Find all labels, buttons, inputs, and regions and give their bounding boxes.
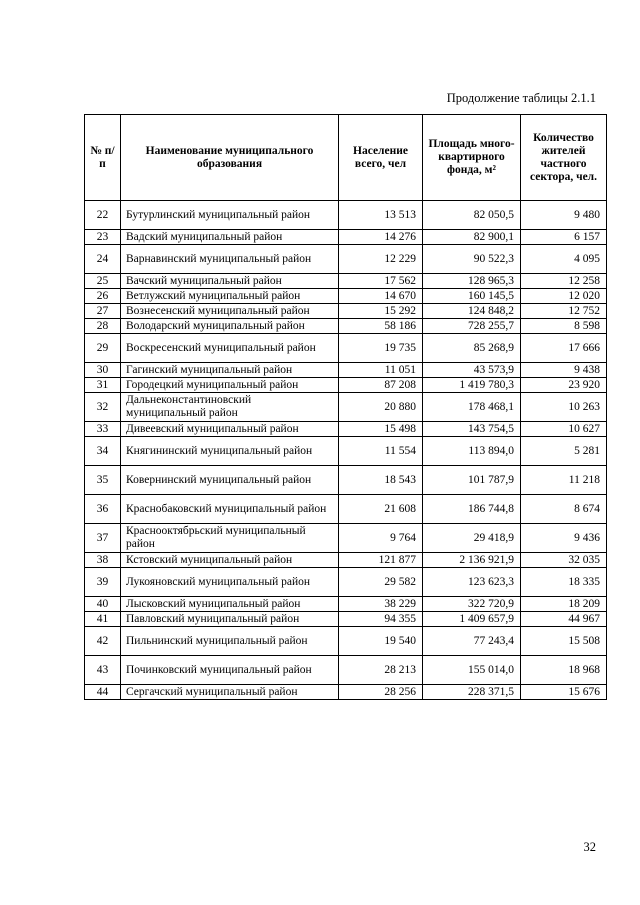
cell-num: 29 [85,334,121,363]
cell-area: 77 243,4 [423,627,521,656]
cell-population: 28 256 [339,685,423,700]
header-private: Количество жителей частного сектора, чел. [521,115,607,201]
cell-area: 155 014,0 [423,656,521,685]
table-row [85,495,607,524]
table-row [85,393,607,422]
cell-area: 113 894,0 [423,437,521,466]
cell-population: 17 562 [339,274,423,289]
cell-num: 27 [85,304,121,319]
table-row [85,656,607,685]
cell-num: 41 [85,612,121,627]
cell-area: 228 371,5 [423,685,521,700]
cell-population: 87 208 [339,378,423,393]
municipal-table-container [84,114,606,700]
cell-private: 8 598 [521,319,607,334]
table-row [85,378,607,393]
cell-name: Вачский муниципальный район [121,274,339,289]
cell-private: 17 666 [521,334,607,363]
table-row [85,245,607,274]
table-row [85,524,607,553]
cell-private: 9 436 [521,524,607,553]
table-row [85,201,607,230]
cell-name: Кстовский муниципальный район [121,553,339,568]
cell-population: 58 186 [339,319,423,334]
page-number: 32 [583,840,596,854]
cell-num: 25 [85,274,121,289]
cell-num: 40 [85,597,121,612]
cell-num: 33 [85,422,121,437]
cell-name: Дальнеконстантиновский муниципальный район [121,393,339,422]
cell-private: 10 627 [521,422,607,437]
table-row [85,319,607,334]
header-population: Население всего, чел [339,115,423,201]
table-body [85,201,607,700]
cell-private: 12 752 [521,304,607,319]
cell-area: 186 744,8 [423,495,521,524]
cell-name: Бутурлинский муниципальный район [121,201,339,230]
cell-area: 124 848,2 [423,304,521,319]
cell-private: 15 676 [521,685,607,700]
cell-name: Лукояновский муниципальный район [121,568,339,597]
table-row [85,230,607,245]
cell-num: 24 [85,245,121,274]
municipal-table [84,114,607,700]
cell-population: 11 051 [339,363,423,378]
cell-name: Дивеевский муниципальный район [121,422,339,437]
table-header-row [85,115,607,201]
table-row [85,597,607,612]
cell-num: 32 [85,393,121,422]
cell-population: 15 292 [339,304,423,319]
table-row [85,304,607,319]
cell-name: Лысковский муниципальный район [121,597,339,612]
cell-name: Сергачский муниципальный район [121,685,339,700]
cell-population: 121 877 [339,553,423,568]
cell-area: 322 720,9 [423,597,521,612]
cell-population: 19 735 [339,334,423,363]
cell-num: 44 [85,685,121,700]
cell-num: 36 [85,495,121,524]
cell-name: Павловский муниципальный район [121,612,339,627]
cell-private: 8 674 [521,495,607,524]
cell-area: 128 965,3 [423,274,521,289]
table-row [85,627,607,656]
cell-name: Вадский муниципальный район [121,230,339,245]
cell-num: 23 [85,230,121,245]
cell-population: 19 540 [339,627,423,656]
table-caption: Продолжение таблицы 2.1.1 [446,91,596,105]
cell-area: 1 419 780,3 [423,378,521,393]
cell-population: 94 355 [339,612,423,627]
cell-private: 11 218 [521,466,607,495]
cell-population: 15 498 [339,422,423,437]
cell-name: Гагинский муниципальный район [121,363,339,378]
cell-name: Варнавинский муниципальный район [121,245,339,274]
cell-private: 4 095 [521,245,607,274]
cell-area: 2 136 921,9 [423,553,521,568]
cell-num: 31 [85,378,121,393]
cell-num: 37 [85,524,121,553]
cell-name: Пильнинский муниципальный район [121,627,339,656]
cell-population: 20 880 [339,393,423,422]
cell-population: 38 229 [339,597,423,612]
table-row [85,568,607,597]
cell-private: 5 281 [521,437,607,466]
cell-area: 101 787,9 [423,466,521,495]
cell-num: 38 [85,553,121,568]
table-row [85,422,607,437]
table-row [85,274,607,289]
cell-num: 35 [85,466,121,495]
cell-population: 13 513 [339,201,423,230]
cell-name: Ковернинский муниципальный район [121,466,339,495]
cell-name: Воскресенский муниципальный район [121,334,339,363]
table-row [85,437,607,466]
cell-name: Краснооктябрьский муниципальный район [121,524,339,553]
cell-population: 14 670 [339,289,423,304]
table-row [85,553,607,568]
cell-area: 728 255,7 [423,319,521,334]
cell-private: 6 157 [521,230,607,245]
cell-area: 178 468,1 [423,393,521,422]
cell-num: 30 [85,363,121,378]
cell-area: 82 050,5 [423,201,521,230]
header-num: № п/п [85,115,121,201]
cell-private: 18 209 [521,597,607,612]
cell-num: 34 [85,437,121,466]
cell-name: Ветлужский муниципальный район [121,289,339,304]
cell-num: 26 [85,289,121,304]
table-row [85,612,607,627]
table-row [85,685,607,700]
header-name: Наименование муниципального образования [121,115,339,201]
cell-population: 14 276 [339,230,423,245]
cell-area: 143 754,5 [423,422,521,437]
cell-area: 1 409 657,9 [423,612,521,627]
table-row [85,334,607,363]
cell-private: 44 967 [521,612,607,627]
cell-name: Володарский муниципальный район [121,319,339,334]
cell-private: 23 920 [521,378,607,393]
cell-area: 29 418,9 [423,524,521,553]
cell-population: 12 229 [339,245,423,274]
cell-population: 29 582 [339,568,423,597]
cell-population: 18 543 [339,466,423,495]
cell-name: Починковский муниципальный район [121,656,339,685]
cell-private: 15 508 [521,627,607,656]
cell-name: Вознесенский муниципальный район [121,304,339,319]
cell-private: 12 020 [521,289,607,304]
cell-population: 28 213 [339,656,423,685]
cell-name: Княгининский муниципальный район [121,437,339,466]
cell-private: 9 438 [521,363,607,378]
cell-num: 28 [85,319,121,334]
cell-population: 9 764 [339,524,423,553]
cell-private: 18 968 [521,656,607,685]
cell-name: Краснобаковский муниципальный район [121,495,339,524]
cell-area: 82 900,1 [423,230,521,245]
cell-area: 90 522,3 [423,245,521,274]
table-row [85,289,607,304]
cell-num: 22 [85,201,121,230]
cell-private: 10 263 [521,393,607,422]
header-area: Площадь много-квартирного фонда, м² [423,115,521,201]
cell-num: 43 [85,656,121,685]
table-row [85,363,607,378]
cell-area: 85 268,9 [423,334,521,363]
cell-population: 21 608 [339,495,423,524]
cell-population: 11 554 [339,437,423,466]
cell-private: 9 480 [521,201,607,230]
table-row [85,466,607,495]
cell-private: 18 335 [521,568,607,597]
cell-name: Городецкий муниципальный район [121,378,339,393]
cell-num: 42 [85,627,121,656]
cell-private: 32 035 [521,553,607,568]
cell-area: 160 145,5 [423,289,521,304]
cell-num: 39 [85,568,121,597]
cell-private: 12 258 [521,274,607,289]
cell-area: 43 573,9 [423,363,521,378]
cell-area: 123 623,3 [423,568,521,597]
